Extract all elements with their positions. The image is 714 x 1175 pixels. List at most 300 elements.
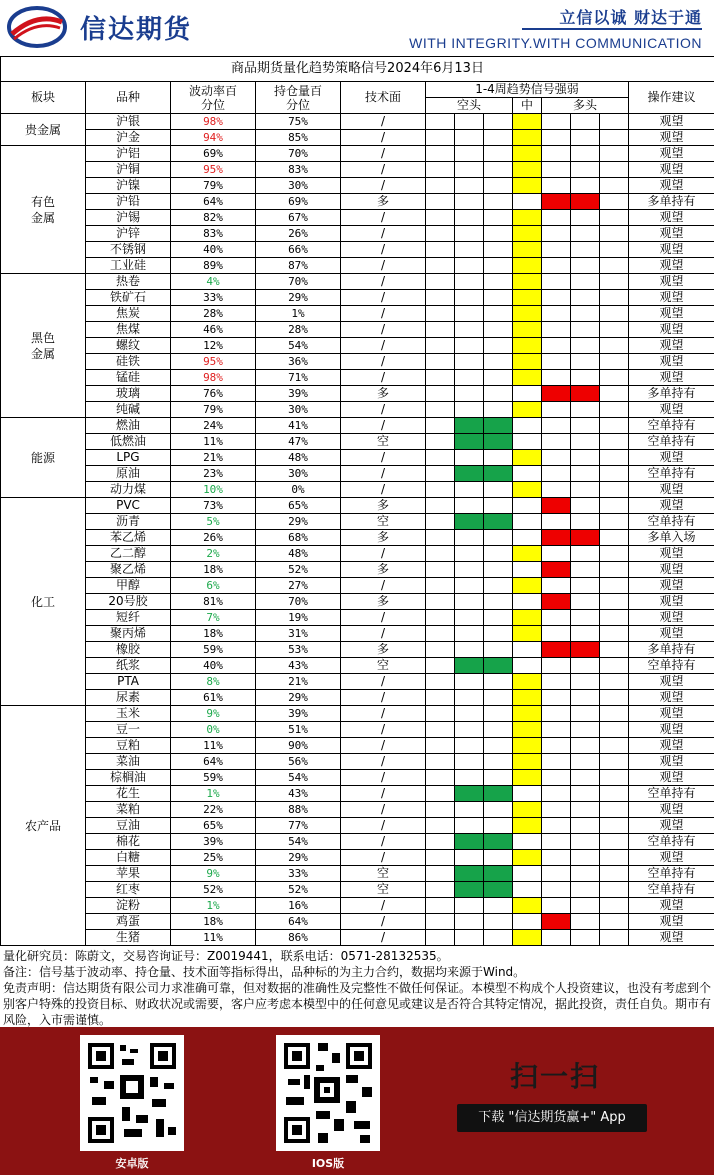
signal-cell	[571, 194, 600, 210]
technical-cell: /	[341, 146, 426, 162]
open-interest-cell: 39%	[256, 386, 341, 402]
table-title: 商品期货量化趋势策略信号2024年6月13日	[1, 57, 714, 82]
variety-cell: 螺纹	[86, 338, 171, 354]
technical-cell: /	[341, 178, 426, 194]
open-interest-cell: 87%	[256, 258, 341, 274]
signal-cell	[542, 114, 571, 130]
open-interest-cell: 75%	[256, 114, 341, 130]
variety-cell: 焦炭	[86, 306, 171, 322]
signal-cell	[513, 738, 542, 754]
technical-cell: /	[341, 338, 426, 354]
signal-cell	[484, 626, 513, 642]
signal-cell	[542, 322, 571, 338]
table-row	[1, 802, 714, 818]
signal-cell	[455, 370, 484, 386]
signal-cell	[571, 178, 600, 194]
signal-cell	[484, 530, 513, 546]
signal-cell	[571, 130, 600, 146]
signal-cell	[484, 914, 513, 930]
volatility-cell: 5%	[171, 514, 256, 530]
signal-cell	[484, 114, 513, 130]
signal-cell	[484, 802, 513, 818]
technical-cell: /	[341, 162, 426, 178]
volatility-cell: 69%	[171, 146, 256, 162]
open-interest-cell: 30%	[256, 178, 341, 194]
signal-cell	[571, 450, 600, 466]
signal-cell	[513, 338, 542, 354]
variety-cell: 20号胶	[86, 594, 171, 610]
volatility-cell: 98%	[171, 114, 256, 130]
signal-cell	[426, 850, 455, 866]
volatility-cell: 7%	[171, 610, 256, 626]
open-interest-cell: 29%	[256, 290, 341, 306]
signal-cell	[600, 562, 629, 578]
signal-cell	[571, 530, 600, 546]
table-row	[1, 610, 714, 626]
volatility-cell: 24%	[171, 418, 256, 434]
volatility-cell: 25%	[171, 850, 256, 866]
signal-cell	[426, 130, 455, 146]
signal-cell	[426, 898, 455, 914]
signal-cell	[600, 210, 629, 226]
header-long: 多头	[542, 98, 629, 114]
signal-cell	[484, 450, 513, 466]
android-qr-code-icon[interactable]	[80, 1035, 184, 1151]
signal-cell	[484, 434, 513, 450]
advice-cell: 观望	[629, 370, 714, 386]
header-advice: 操作建议	[629, 82, 714, 114]
signal-cell	[484, 290, 513, 306]
sector-cell: 贵金属	[1, 114, 86, 146]
table-row	[1, 322, 714, 338]
volatility-cell: 95%	[171, 162, 256, 178]
signal-cell	[542, 578, 571, 594]
signal-cell	[455, 594, 484, 610]
advice-cell: 空单持有	[629, 434, 714, 450]
open-interest-cell: 54%	[256, 770, 341, 786]
technical-cell: /	[341, 578, 426, 594]
signal-cell	[571, 738, 600, 754]
signal-cell	[600, 114, 629, 130]
table-row	[1, 738, 714, 754]
slogan-en: WITH INTEGRITY.WITH COMMUNICATION	[409, 35, 702, 51]
logo-mark-icon	[6, 6, 68, 48]
sector-cell: 黑色金属	[1, 274, 86, 418]
signal-cell	[484, 834, 513, 850]
signal-cell	[600, 130, 629, 146]
signal-cell	[600, 274, 629, 290]
advice-cell: 多单入场	[629, 530, 714, 546]
signal-cell	[571, 498, 600, 514]
signal-cell	[513, 562, 542, 578]
signal-cell	[426, 786, 455, 802]
signal-cell	[426, 354, 455, 370]
signal-cell	[600, 834, 629, 850]
advice-cell: 空单持有	[629, 882, 714, 898]
open-interest-cell: 21%	[256, 674, 341, 690]
signal-cell	[455, 562, 484, 578]
signal-cell	[600, 738, 629, 754]
volatility-cell: 10%	[171, 482, 256, 498]
signal-cell	[571, 578, 600, 594]
signal-cell	[484, 370, 513, 386]
signal-cell	[426, 834, 455, 850]
open-interest-cell: 85%	[256, 130, 341, 146]
open-interest-cell: 27%	[256, 578, 341, 594]
signal-cell	[542, 850, 571, 866]
signal-cell	[542, 642, 571, 658]
variety-cell: 工业硅	[86, 258, 171, 274]
signal-cell	[571, 482, 600, 498]
table-row	[1, 530, 714, 546]
ios-qr-code-icon[interactable]	[276, 1035, 380, 1151]
technical-cell: 多	[341, 594, 426, 610]
signal-cell	[484, 242, 513, 258]
signal-cell	[426, 194, 455, 210]
signal-cell	[513, 866, 542, 882]
download-app-button[interactable]: 下载 "信达期货赢+" App	[457, 1104, 647, 1132]
signal-cell	[513, 498, 542, 514]
signal-cell	[455, 210, 484, 226]
signal-cell	[426, 322, 455, 338]
signal-cell	[513, 242, 542, 258]
signal-cell	[484, 818, 513, 834]
signal-cell	[455, 770, 484, 786]
open-interest-cell: 53%	[256, 642, 341, 658]
signal-cell	[426, 914, 455, 930]
signal-cell	[484, 850, 513, 866]
advice-cell: 观望	[629, 610, 714, 626]
signal-cell	[542, 274, 571, 290]
signal-cell	[455, 178, 484, 194]
signal-cell	[542, 722, 571, 738]
signal-cell	[600, 146, 629, 162]
variety-cell: 燃油	[86, 418, 171, 434]
signal-cell	[455, 322, 484, 338]
signal-cell	[455, 706, 484, 722]
signal-cell	[571, 402, 600, 418]
signal-cell	[455, 642, 484, 658]
open-interest-cell: 90%	[256, 738, 341, 754]
volatility-cell: 59%	[171, 642, 256, 658]
signal-cell	[484, 706, 513, 722]
signal-cell	[571, 770, 600, 786]
signal-cell	[484, 466, 513, 482]
advice-cell: 观望	[629, 818, 714, 834]
signal-cell	[455, 738, 484, 754]
technical-cell: 多	[341, 498, 426, 514]
signal-cell	[426, 274, 455, 290]
signal-cell	[571, 546, 600, 562]
signal-cell	[455, 194, 484, 210]
advice-cell: 空单持有	[629, 658, 714, 674]
signal-cell	[542, 914, 571, 930]
technical-cell: /	[341, 210, 426, 226]
variety-cell: 沪镍	[86, 178, 171, 194]
app-promo-banner	[0, 1027, 714, 1175]
signal-cell	[542, 546, 571, 562]
variety-cell: 尿素	[86, 690, 171, 706]
signal-cell	[484, 658, 513, 674]
signal-cell	[571, 434, 600, 450]
volatility-cell: 23%	[171, 466, 256, 482]
signal-cell	[426, 450, 455, 466]
advice-cell: 观望	[629, 914, 714, 930]
signal-cell	[600, 754, 629, 770]
volatility-cell: 59%	[171, 770, 256, 786]
signal-cell	[542, 146, 571, 162]
signal-cell	[571, 290, 600, 306]
signal-cell	[484, 562, 513, 578]
variety-cell: 热卷	[86, 274, 171, 290]
signal-cell	[600, 914, 629, 930]
table-row	[1, 194, 714, 210]
header-short: 空头	[426, 98, 513, 114]
open-interest-cell: 29%	[256, 690, 341, 706]
signal-cell	[542, 210, 571, 226]
signal-cell	[542, 130, 571, 146]
variety-cell: 苹果	[86, 866, 171, 882]
variety-cell: 棕榈油	[86, 770, 171, 786]
signal-cell	[513, 578, 542, 594]
scan-title: 扫一扫	[510, 1060, 601, 1093]
signal-cell	[571, 642, 600, 658]
sector-cell: 化工	[1, 498, 86, 706]
technical-cell: /	[341, 290, 426, 306]
advice-cell: 观望	[629, 690, 714, 706]
signal-cell	[484, 258, 513, 274]
advice-cell: 观望	[629, 258, 714, 274]
advice-cell: 多单持有	[629, 642, 714, 658]
signal-cell	[600, 770, 629, 786]
signal-cell	[426, 594, 455, 610]
signal-cell	[600, 178, 629, 194]
signal-cell	[426, 210, 455, 226]
signal-cell	[600, 578, 629, 594]
table-row	[1, 434, 714, 450]
signal-cell	[600, 546, 629, 562]
table-row	[1, 594, 714, 610]
footer-text	[3, 948, 711, 1028]
signal-cell	[484, 210, 513, 226]
signal-cell	[542, 530, 571, 546]
advice-cell: 观望	[629, 706, 714, 722]
signal-cell	[542, 194, 571, 210]
signal-cell	[542, 498, 571, 514]
volatility-cell: 39%	[171, 834, 256, 850]
signal-cell	[513, 690, 542, 706]
signal-cell	[542, 258, 571, 274]
open-interest-cell: 77%	[256, 818, 341, 834]
advice-cell: 观望	[629, 578, 714, 594]
volatility-cell: 9%	[171, 706, 256, 722]
advice-cell: 观望	[629, 274, 714, 290]
signal-cell	[513, 850, 542, 866]
signal-cell	[600, 402, 629, 418]
signal-cell	[571, 658, 600, 674]
signal-cell	[513, 722, 542, 738]
signal-cell	[513, 594, 542, 610]
signal-cell	[513, 162, 542, 178]
header-volatility: 波动率百分位	[171, 82, 256, 114]
signal-cell	[513, 130, 542, 146]
signal-cell	[542, 866, 571, 882]
variety-cell: 短纤	[86, 610, 171, 626]
variety-cell: LPG	[86, 450, 171, 466]
signal-cell	[571, 690, 600, 706]
variety-cell: 焦煤	[86, 322, 171, 338]
table-row	[1, 290, 714, 306]
signal-cell	[542, 434, 571, 450]
signal-cell	[426, 642, 455, 658]
signal-cell	[600, 162, 629, 178]
signal-cell	[600, 338, 629, 354]
advice-cell: 空单持有	[629, 834, 714, 850]
signal-table-container	[0, 56, 714, 946]
signal-cell	[484, 418, 513, 434]
variety-cell: 纯碱	[86, 402, 171, 418]
signal-cell	[455, 306, 484, 322]
advice-cell: 观望	[629, 162, 714, 178]
volatility-cell: 22%	[171, 802, 256, 818]
signal-cell	[513, 274, 542, 290]
header-row-1	[1, 82, 714, 98]
signal-cell	[455, 866, 484, 882]
advice-cell: 多单持有	[629, 194, 714, 210]
signal-cell	[542, 930, 571, 946]
signal-cell	[484, 738, 513, 754]
signal-cell	[571, 514, 600, 530]
signal-cell	[571, 674, 600, 690]
signal-cell	[455, 338, 484, 354]
signal-cell	[455, 466, 484, 482]
signal-cell	[455, 114, 484, 130]
open-interest-cell: 65%	[256, 498, 341, 514]
signal-cell	[571, 722, 600, 738]
technical-cell: 多	[341, 386, 426, 402]
volatility-cell: 21%	[171, 450, 256, 466]
open-interest-cell: 33%	[256, 866, 341, 882]
table-row	[1, 882, 714, 898]
technical-cell: /	[341, 242, 426, 258]
technical-cell: 多	[341, 642, 426, 658]
table-row	[1, 866, 714, 882]
header-neutral: 中	[513, 98, 542, 114]
analyst-info: 量化研究员：陈蔚文，交易咨询证号：Z0019441，联系电话：0571-28132535。	[3, 949, 449, 963]
open-interest-cell: 30%	[256, 466, 341, 482]
signal-cell	[455, 658, 484, 674]
advice-cell: 观望	[629, 770, 714, 786]
signal-cell	[426, 402, 455, 418]
open-interest-cell: 70%	[256, 594, 341, 610]
volatility-cell: 40%	[171, 658, 256, 674]
signal-cell	[484, 146, 513, 162]
signal-cell	[426, 114, 455, 130]
technical-cell: /	[341, 674, 426, 690]
signal-cell	[542, 898, 571, 914]
signal-cell	[600, 226, 629, 242]
brand-name: 信达期货	[80, 15, 193, 45]
signal-cell	[513, 786, 542, 802]
signal-cell	[571, 354, 600, 370]
signal-cell	[600, 690, 629, 706]
table-row	[1, 226, 714, 242]
table-row	[1, 306, 714, 322]
technical-cell: /	[341, 450, 426, 466]
volatility-cell: 65%	[171, 818, 256, 834]
volatility-cell: 79%	[171, 402, 256, 418]
signal-cell	[600, 242, 629, 258]
signal-cell	[513, 258, 542, 274]
technical-cell: /	[341, 370, 426, 386]
signal-cell	[455, 802, 484, 818]
signal-cell	[455, 722, 484, 738]
signal-cell	[455, 626, 484, 642]
technical-cell: /	[341, 130, 426, 146]
signal-cell	[426, 226, 455, 242]
signal-cell	[513, 386, 542, 402]
signal-cell	[455, 146, 484, 162]
signal-cell	[571, 882, 600, 898]
signal-cell	[426, 770, 455, 786]
signal-cell	[513, 306, 542, 322]
signal-cell	[484, 226, 513, 242]
signal-cell	[513, 706, 542, 722]
technical-cell: /	[341, 722, 426, 738]
signal-cell	[600, 322, 629, 338]
signal-cell	[513, 770, 542, 786]
signal-cell	[426, 162, 455, 178]
signal-cell	[455, 850, 484, 866]
signal-cell	[426, 242, 455, 258]
signal-cell	[426, 882, 455, 898]
technical-cell: /	[341, 546, 426, 562]
signal-cell	[426, 530, 455, 546]
variety-cell: 玻璃	[86, 386, 171, 402]
signal-cell	[426, 866, 455, 882]
table-row	[1, 178, 714, 194]
volatility-cell: 82%	[171, 210, 256, 226]
signal-cell	[571, 562, 600, 578]
signal-cell	[542, 882, 571, 898]
volatility-cell: 33%	[171, 290, 256, 306]
signal-cell	[571, 802, 600, 818]
signal-cell	[513, 354, 542, 370]
open-interest-cell: 43%	[256, 786, 341, 802]
volatility-cell: 94%	[171, 130, 256, 146]
advice-cell: 观望	[629, 114, 714, 130]
signal-cell	[571, 370, 600, 386]
advice-cell: 观望	[629, 226, 714, 242]
variety-cell: 锰硅	[86, 370, 171, 386]
signal-cell	[426, 146, 455, 162]
signal-cell	[426, 818, 455, 834]
technical-cell: /	[341, 834, 426, 850]
signal-cell	[426, 386, 455, 402]
disclaimer: 免责声明：信达期货有限公司力求准确可靠，但对数据的准确性及完整性不做任何保证。本模型不构成个人投资建议，也没有考虑到个别客户特殊的投资目标、财政状况或需要，客户应考虑本模型中的任何意见或建议是否符合其特定情况，据此投资，责任自负。期市有风险，入市需谨慎。	[3, 981, 712, 1027]
advice-cell: 观望	[629, 210, 714, 226]
signal-cell	[513, 898, 542, 914]
signal-cell	[426, 562, 455, 578]
variety-cell: 红枣	[86, 882, 171, 898]
volatility-cell: 1%	[171, 786, 256, 802]
table-row	[1, 898, 714, 914]
signal-cell	[600, 626, 629, 642]
advice-cell: 观望	[629, 562, 714, 578]
signal-cell	[600, 594, 629, 610]
table-row	[1, 258, 714, 274]
signal-cell	[600, 482, 629, 498]
